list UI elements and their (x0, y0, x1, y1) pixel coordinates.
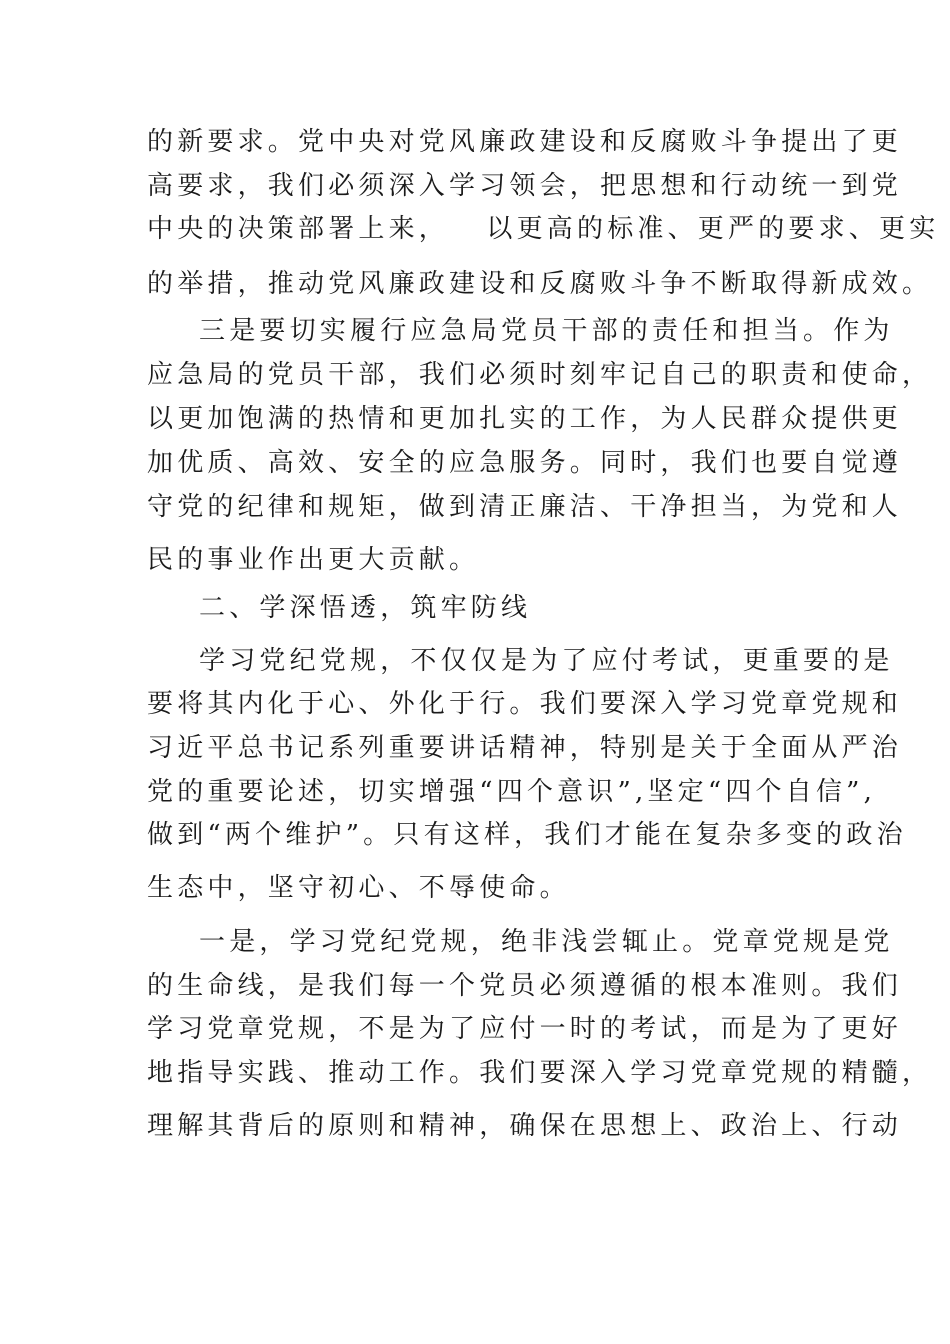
text-line: 守党的纪律和规矩，做到清正廉洁、干净担当，为党和人 (147, 492, 903, 522)
text-line: 学习党章党规，不是为了应付一时的考试，而是为了更好 (147, 1014, 903, 1044)
text-line: 生态中，坚守初心、不辱使命。 (147, 873, 570, 903)
paragraph-start-line: 三是要切实履行应急局党员干部的责任和担当。作为 (199, 316, 894, 346)
text-line: 的新要求。党中央对党风廉政建设和反腐败斗争提出了更 (147, 127, 903, 157)
text-line: 应急局的党员干部，我们必须时刻牢记自己的职责和使命， (147, 360, 933, 390)
text-line: 民的事业作出更大贡献。 (147, 545, 480, 575)
text-line: 理解其背后的原则和精神，确保在思想上、政治上、行动 (147, 1111, 903, 1141)
text-line: 的举措，推动党风廉政建设和反腐败斗争不断取得新成效。 (147, 269, 933, 299)
text-line: 的生命线，是我们每一个党员必须遵循的根本准则。我们 (147, 971, 903, 1001)
text-line: 地指导实践、推动工作。我们要深入学习党章党规的精髓， (147, 1058, 933, 1088)
text-line: 做到“两个维护”。只有这样，我们才能在复杂多变的政治 (147, 820, 907, 850)
text-line: 高要求，我们必须深入学习领会，把思想和行动统一到党 (147, 171, 903, 201)
paragraph-start-line: 一是，学习党纪党规，绝非浅尝辄止。党章党规是党 (199, 927, 894, 957)
text-line: 习近平总书记系列重要讲话精神，特别是关于全面从严治 (147, 733, 903, 763)
text-line: 党的重要论述，切实增强“四个意识”,坚定“四个自信”, (147, 777, 877, 807)
text-line: 要将其内化于心、外化于行。我们要深入学习党章党规和 (147, 689, 903, 719)
text-line: 以更加饱满的热情和更加扎实的工作，为人民群众提供更 (147, 404, 903, 434)
paragraph-start-line: 学习党纪党规，不仅仅是为了应付考试，更重要的是 (199, 646, 894, 676)
text-line: 加优质、高效、安全的应急服务。同时，我们也要自觉遵 (147, 448, 903, 478)
section-heading: 二、学深悟透，筑牢防线 (199, 593, 532, 623)
text-line: 中央的决策部署上来， 以更高的标准、更严的要求、更实 (147, 214, 940, 244)
